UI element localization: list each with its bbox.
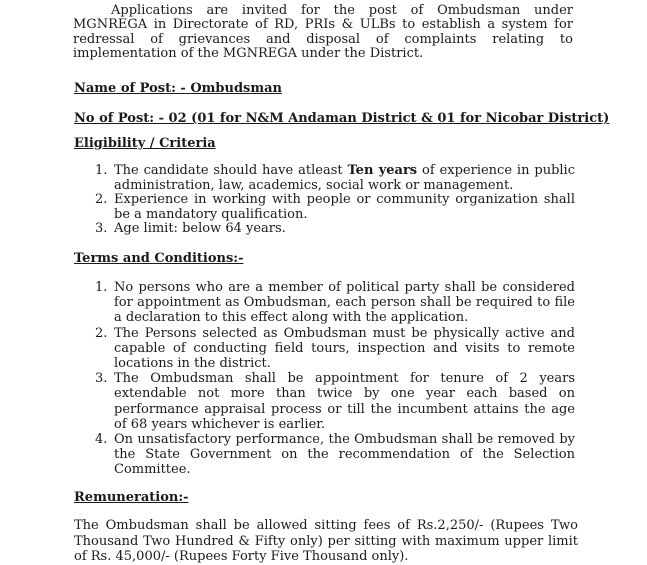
item-text: The candidate should have atleast [114, 163, 348, 178]
remuneration-heading: Remuneration:- [74, 490, 189, 505]
list-item [95, 222, 575, 237]
list-item [95, 326, 575, 372]
no-of-post [74, 111, 609, 126]
eligibility-heading: Eligibility / Criteria [74, 136, 216, 151]
remuneration-text: The Ombudsman shall be allowed sitting fees of Rs.2,250/- (Rupees Two Thousand Two Hundred & Fifty only) per sitting with maximum upper limit of Rs. 45,000/- (Rupees Forty Five Thousand only). [74, 518, 578, 564]
name-of-post-value: Ombudsman [190, 81, 282, 96]
list-item [95, 432, 575, 478]
item-number: 2. [95, 325, 108, 341]
item-number: 3. [95, 221, 108, 236]
no-of-post-value: 02 (01 for N&M Andaman District & 01 for Nicobar District) [168, 111, 610, 126]
item-text: The Persons selected as Ombudsman must be physically active and capable of conducting field tours, inspection and visits to remote locations in the district. [114, 325, 575, 372]
item-text: Age limit: below 64 years. [114, 221, 286, 236]
list-item [95, 164, 575, 193]
item-number: 1. [95, 163, 108, 178]
list-item [95, 193, 575, 222]
item-text: The Ombudsman shall be appointment for tenure of 2 years extendable not more than twice by one year each based on performance appraisal process or till the incumbent attains the age of 68 years whichever is earlier. [114, 371, 575, 432]
item-text: Experience in working with people or community organization shall be a mandatory qualification. [114, 192, 575, 222]
item-text: of experience in public administration, law, academics, social work or management. [114, 163, 575, 193]
name-of-post [74, 81, 282, 96]
name-of-post-label: Name of Post: - [74, 81, 186, 96]
item-text: On unsatisfactory performance, the Ombudsman shall be removed by the State Government on the recommendation of the Selection Committee. [114, 432, 575, 478]
item-number: 2. [95, 192, 108, 207]
eligibility-list [95, 164, 575, 237]
intro-text: Applications are invited for the post of Ombudsman under MGNREGA in Directorate of RD, PRIs & ULBs to establish a system for redressal of grievances and disposal of complaints relating to implementation of the MGNREGA under the District. [73, 3, 573, 61]
terms-heading: Terms and Conditions:- [74, 251, 244, 266]
item-emphasis: Ten years [347, 163, 418, 178]
item-text: No persons who are a member of political party shall be considered for appointment as Ombudsman, each person shall be required to file a declaration to this effect along with the application. [114, 280, 575, 326]
no-of-post-label: No of Post: - [74, 111, 165, 126]
terms-list [95, 280, 575, 478]
list-item [95, 371, 575, 432]
item-number: 4. [95, 432, 108, 448]
intro-paragraph [73, 4, 573, 61]
list-item [95, 280, 575, 326]
item-number: 3. [95, 371, 108, 387]
item-number: 1. [95, 280, 108, 295]
